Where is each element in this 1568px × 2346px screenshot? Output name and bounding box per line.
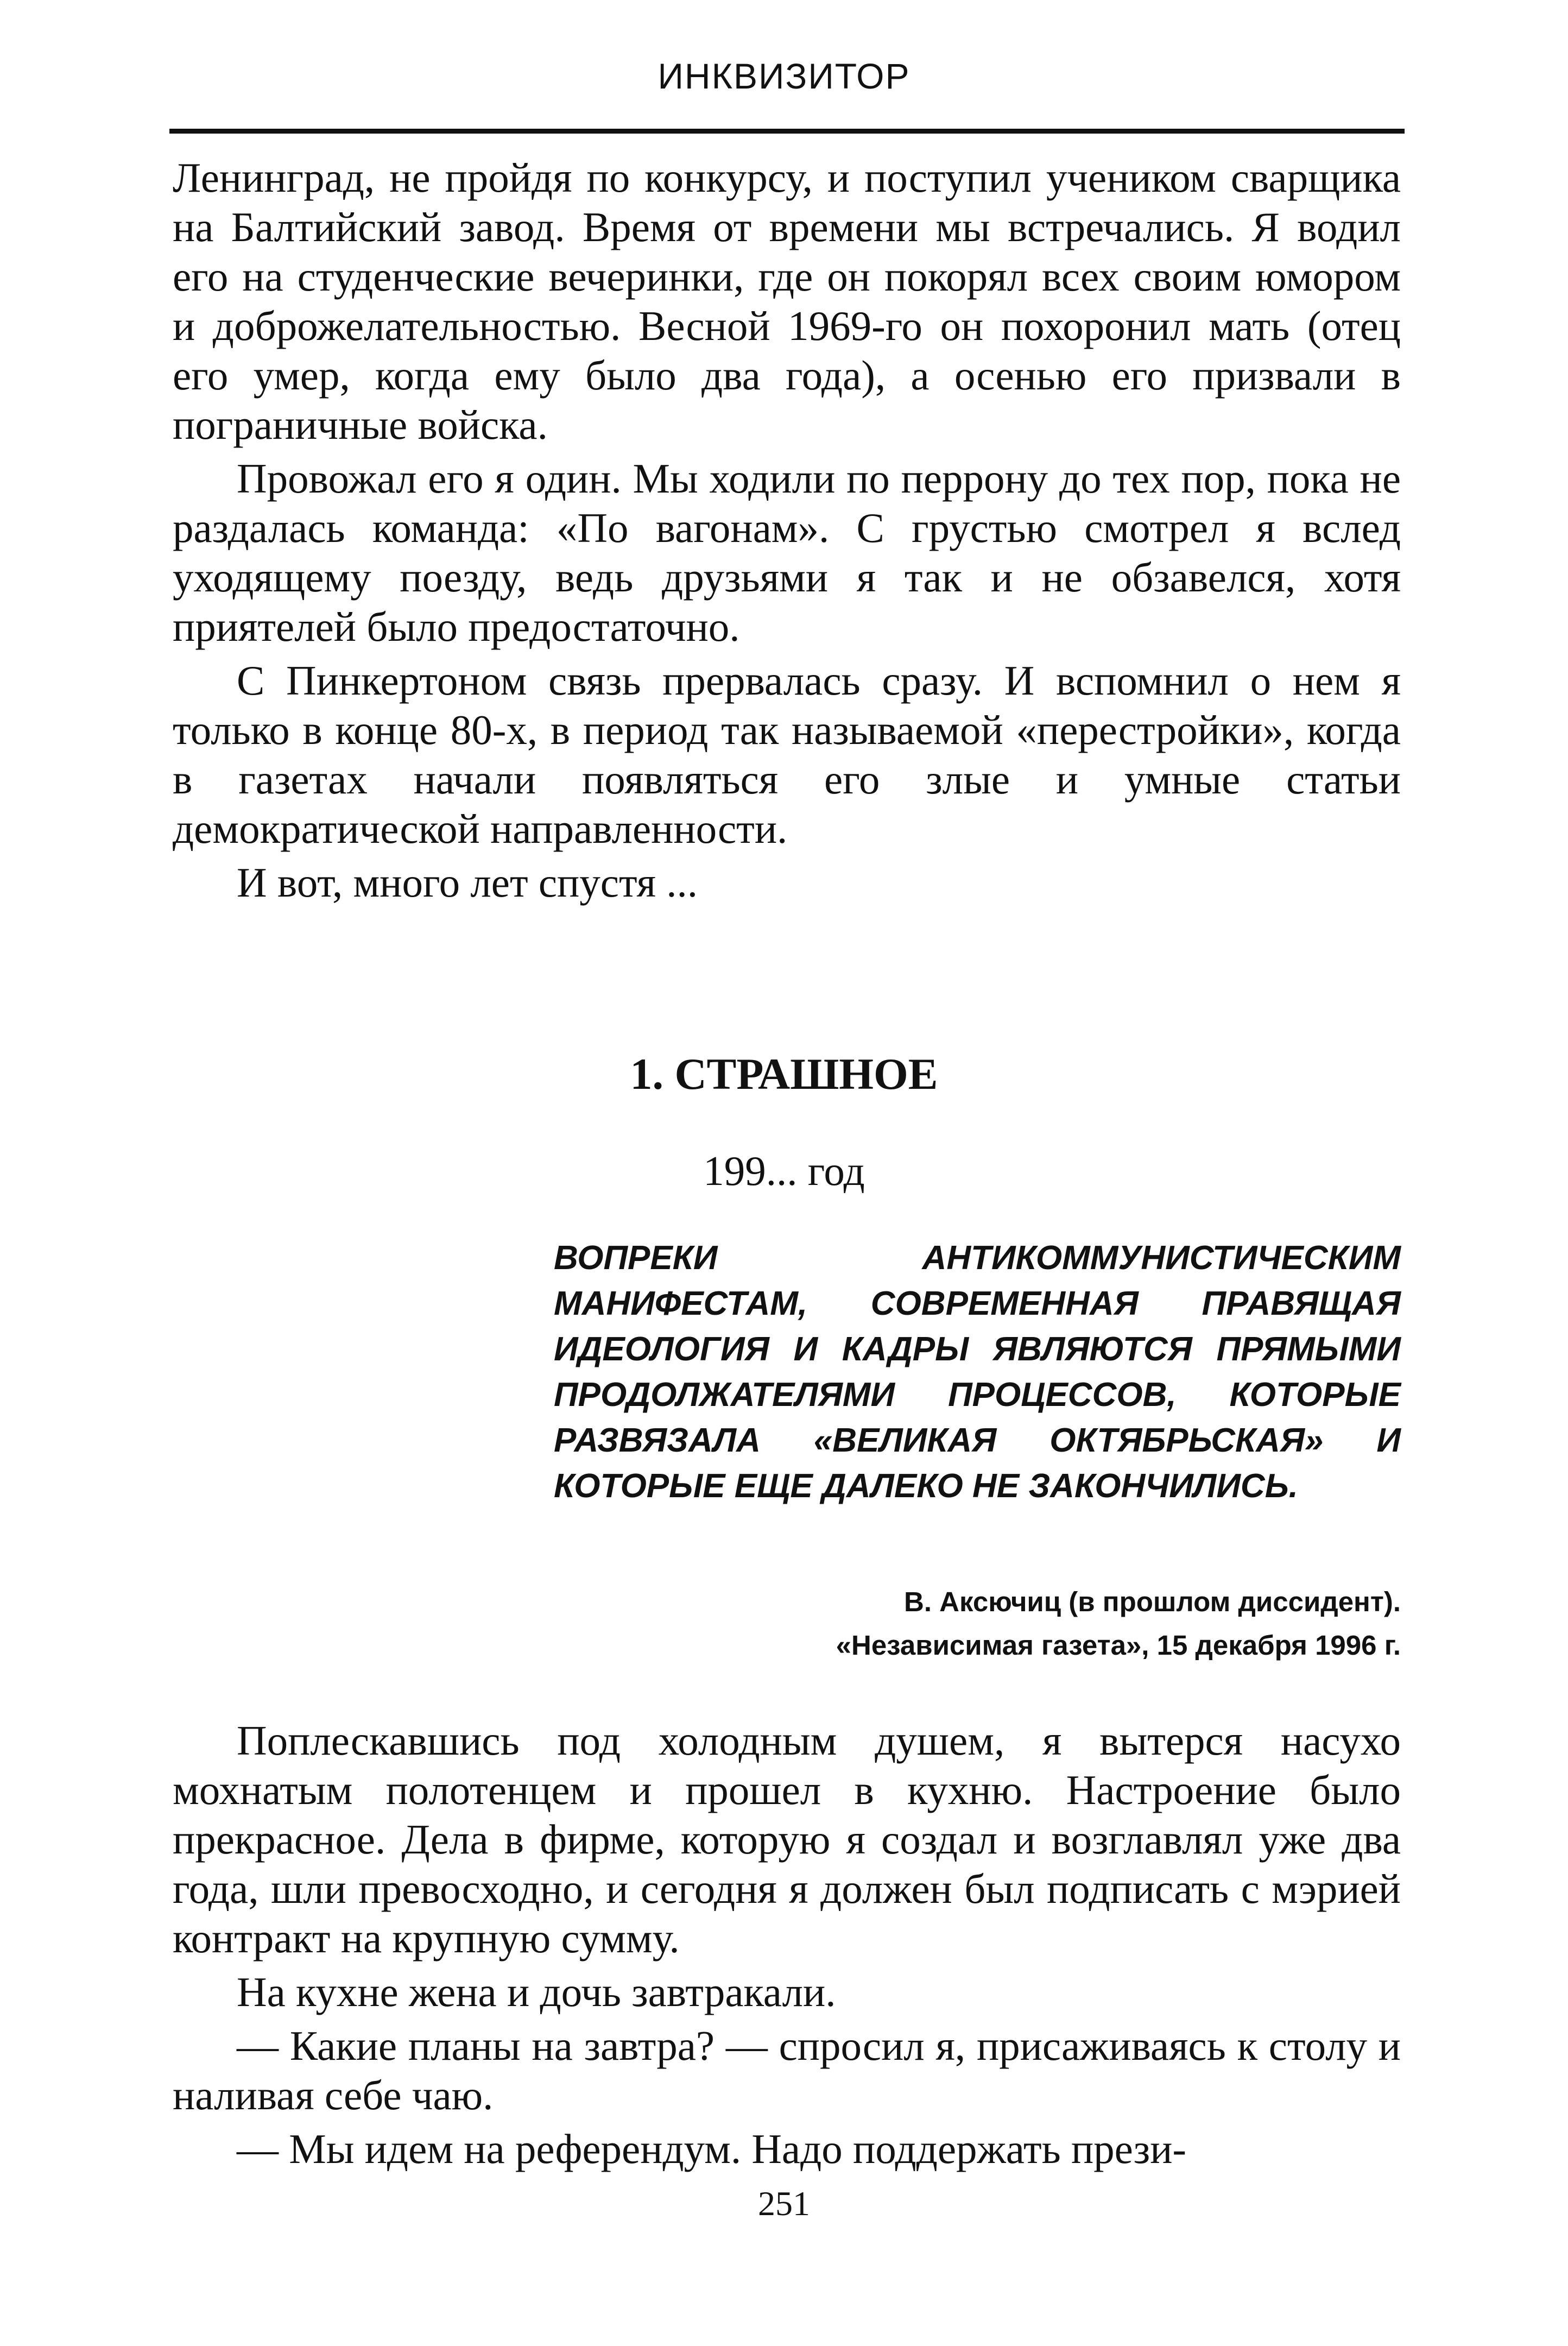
paragraph: Поплескавшись под холодным душем, я вытерся насухо мохнатым полотенцем и прошел в кухню. Настроение было прекрасное. Дела в фирме, которую я создал и возглавлял уже два года, шли превосходно, и сегодня я должен был подписать с мэрией контракт на крупную сумму.: [173, 1717, 1401, 1962]
intro-text: [173, 153, 1401, 907]
paragraph: На кухне жена и дочь завтракали.: [237, 1969, 836, 2015]
epigraph-text: ВОПРЕКИ АНТИКОММУНИСТИЧЕСКИМ МАНИФЕСТАМ, СОВРЕМЕННАЯ ПРАВЯЩАЯ ИДЕОЛОГИЯ И КАДРЫ ЯВЛЯЮТСЯ ПРЯМЫМИ ПРОДОЛЖАТЕЛЯМИ ПРОЦЕССОВ, КОТОРЫЕ РАЗВЯЗАЛА «ВЕЛИКАЯ ОКТЯБРЬСКАЯ» И КОТОРЫЕ ЕЩЕ ДАЛЕКО НЕ ЗАКОНЧИЛИСЬ.: [554, 1239, 1401, 1505]
paragraph: Провожал его я один. Мы ходили по перрону до тех пор, пока не раздалась команда: «По вагонам». С грустью смотрел я вслед уходящему поезду, ведь друзьями я так и не обзавелся, хотя приятелей было предостаточно.: [173, 455, 1401, 650]
chapter-title: 1. СТРАШНОЕ: [630, 1049, 938, 1099]
paragraph: И вот, много лет спустя ...: [237, 859, 698, 906]
paragraph: — Какие планы на завтра? — спросил я, присаживаясь к столу и наливая себе чаю.: [173, 2022, 1401, 2118]
chapter-year: 199... год: [703, 1147, 865, 1194]
chapter-body-text: [173, 1716, 1401, 2174]
header-rule: [169, 129, 1405, 134]
paragraph: — Мы идем на референдум. Надо поддержать прези-: [237, 2126, 1187, 2172]
epigraph-source: «Независимая газета», 15 декабря 1996 г.: [836, 1630, 1401, 1661]
running-head: ИНКВИЗИТОР: [657, 56, 911, 96]
paragraph: С Пинкертоном связь прервалась сразу. И вспомнил о нем я только в конце 80-х, в период так называемой «перестройки», когда в газетах начали появляться его злые и умные статьи демократической направленности.: [173, 657, 1401, 852]
paragraph: Ленинград, не пройдя по конкурсу, и поступил учеником сварщика на Балтийский завод. Время от времени мы встречались. Я водил его на студенческие вечеринки, где он покорял всех своим юмором и доброжелательностью. Весной 1969-го он похоронил мать (отец его умер, когда ему было два года), а осенью его призвали в пограничные войска.: [173, 154, 1401, 448]
page-number: 251: [758, 2184, 810, 2223]
epigraph-author: В. Аксючиц (в прошлом диссидент).: [903, 1586, 1401, 1617]
